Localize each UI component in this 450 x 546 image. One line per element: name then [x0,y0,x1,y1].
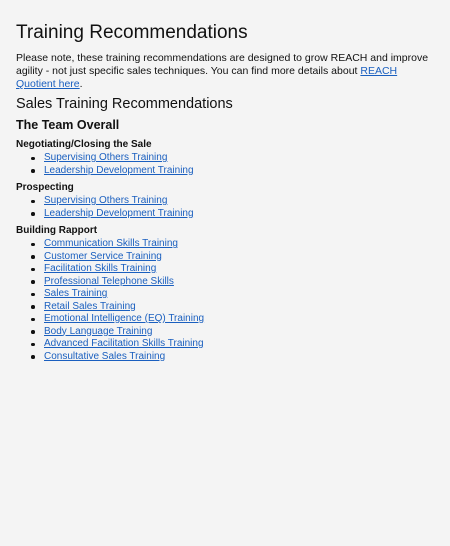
list-item [44,326,436,339]
group-heading: Prospecting [16,182,74,193]
list-item [44,288,436,301]
intro-text: Please note, these training recommendations are designed to grow REACH and improve agility - not just specific sales techniques. You can find more details about [16,52,429,77]
bullet-icon [31,157,35,161]
list-item [44,263,436,276]
bullet-icon [31,280,35,284]
list-item [44,276,436,289]
training-link[interactable]: Communication Skills Training [44,238,178,249]
list-item [44,152,436,165]
subsection-title: The Team Overall [16,118,120,132]
training-link[interactable]: Advanced Facilitation Skills Training [44,338,204,349]
training-link[interactable]: Supervising Others Training [44,195,168,206]
list-item [44,238,436,251]
training-link[interactable]: Retail Sales Training [44,300,136,312]
training-link[interactable]: Consultative Sales Training [44,350,166,362]
intro-paragraph [16,52,436,91]
bullet-icon [31,169,35,173]
training-link[interactable]: Sales Training [44,288,108,299]
bullet-icon [31,255,35,259]
bullet-icon [31,355,35,359]
page-title: Training Recommendations [16,22,248,43]
list-item [44,338,436,351]
recommendation-groups [16,139,436,363]
group-heading: Negotiating/Closing the Sale [16,139,152,150]
list-item [44,313,436,326]
bullet-icon [31,318,35,322]
list-item [44,351,436,364]
training-link[interactable]: Supervising Others Training [44,152,168,163]
training-list [16,238,436,363]
bullet-icon [31,330,35,334]
bullet-icon [31,243,35,247]
reach-quotient-link[interactable]: REACH Quotient here [16,65,398,90]
list-item [44,195,436,208]
list-item [44,301,436,314]
bullet-icon [31,268,35,272]
bullet-icon [31,293,35,297]
training-link[interactable]: Body Language Training [44,325,153,337]
list-item [44,165,436,178]
list-item [44,251,436,264]
document-page [16,22,436,368]
training-link[interactable]: Professional Telephone Skills [44,275,174,287]
training-link[interactable]: Emotional Intelligence (EQ) Training [44,313,205,324]
bullet-icon [31,343,35,347]
section-title: Sales Training Recommendations [16,96,233,112]
bullet-icon [31,200,35,204]
bullet-icon [31,305,35,309]
list-item [44,208,436,221]
training-link[interactable]: Leadership Development Training [44,164,194,176]
training-link[interactable]: Leadership Development Training [44,207,194,219]
training-link[interactable]: Facilitation Skills Training [44,263,157,274]
bullet-icon [31,212,35,216]
training-list [16,152,436,177]
group-heading: Building Rapport [16,225,98,236]
training-link[interactable]: Customer Service Training [44,250,162,262]
training-list [16,195,436,220]
intro-suffix: . [79,78,83,90]
